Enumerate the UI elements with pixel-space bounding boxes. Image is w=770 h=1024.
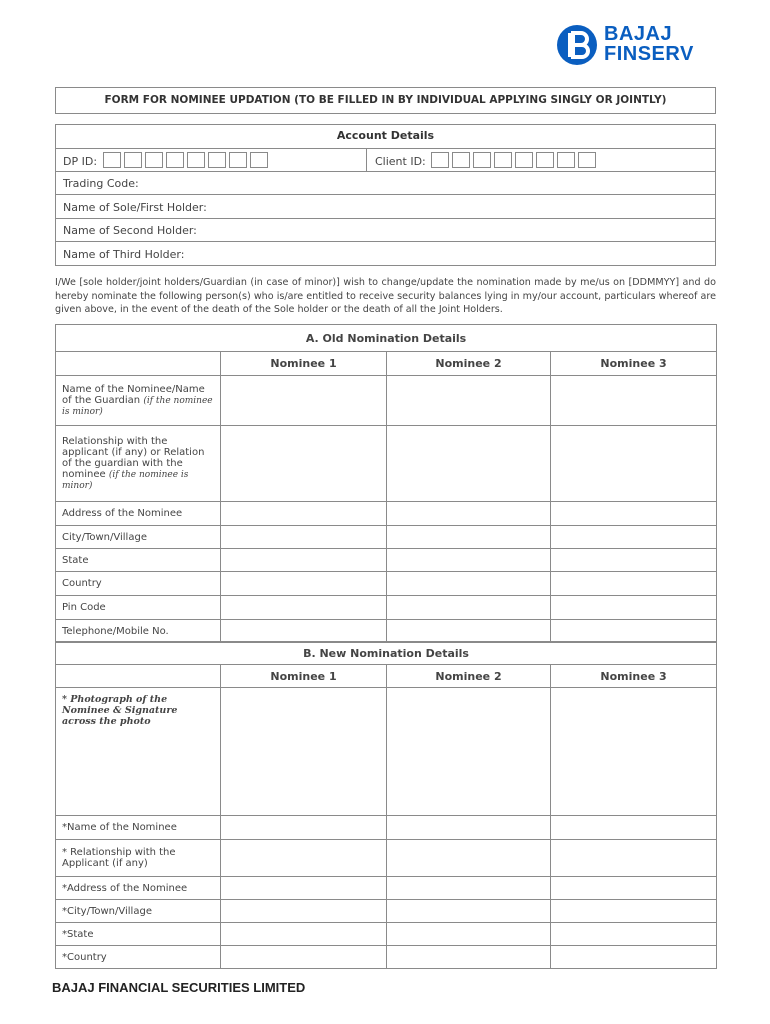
new-header-blank (56, 665, 221, 688)
old-phone-n1-cell[interactable] (221, 620, 387, 643)
old-phone-n3-cell[interactable] (551, 620, 717, 643)
new-name-n3-cell[interactable] (551, 816, 717, 840)
old-name-label-text: Name of the Nominee/Name of the Guardian (62, 384, 205, 406)
new-nominee-1-header: Nominee 1 (221, 665, 387, 688)
old-relation-n3-cell[interactable] (551, 426, 717, 502)
old-address-label: Address of the Nominee (56, 502, 221, 526)
second-holder-label: Name of Second Holder: (63, 224, 197, 237)
old-relation-label-text: Relationship with the applicant (if any) or Relation of the guardian with the nominee (62, 436, 205, 480)
old-pincode-n1-cell[interactable] (221, 596, 387, 620)
old-header-blank (56, 352, 221, 376)
new-address-n3-cell[interactable] (551, 877, 717, 900)
old-city-n1-cell[interactable] (221, 526, 387, 549)
old-pincode-label: Pin Code (56, 596, 221, 620)
new-address-n1-cell[interactable] (221, 877, 387, 900)
new-name-n1-cell[interactable] (221, 816, 387, 840)
new-city-n3-cell[interactable] (551, 900, 717, 923)
old-state-label: State (56, 549, 221, 572)
old-relation-note: (if the nominee is minor) (62, 470, 189, 491)
new-state-label: *State (56, 923, 221, 946)
old-phone-n2-cell[interactable] (387, 620, 551, 643)
old-state-n1-cell[interactable] (221, 549, 387, 572)
old-nomination-header: A. Old Nomination Details (56, 325, 717, 352)
new-relation-label: * Relationship with the Applicant (if any) (56, 840, 221, 877)
old-country-n1-cell[interactable] (221, 572, 387, 596)
third-holder-field[interactable] (56, 241, 715, 267)
old-state-n2-cell[interactable] (387, 549, 551, 572)
client-id-field[interactable] (431, 152, 599, 168)
new-relation-n2-cell[interactable] (387, 840, 551, 877)
old-country-n2-cell[interactable] (387, 572, 551, 596)
new-city-n2-cell[interactable] (387, 900, 551, 923)
id-row-divider (366, 149, 367, 172)
old-name-n3-cell[interactable] (551, 376, 717, 426)
form-title: FORM FOR NOMINEE UPDATION (TO BE FILLED IN BY INDIVIDUAL APPLYING SINGLY OR JOINTLY) (55, 87, 716, 114)
new-nominee-2-header: Nominee 2 (387, 665, 551, 688)
new-city-n1-cell[interactable] (221, 900, 387, 923)
new-nomination-header: B. New Nomination Details (56, 642, 717, 665)
logo-line2: FINSERV (604, 43, 694, 65)
old-name-note: (if the nominee is minor) (62, 396, 213, 417)
trading-code-field[interactable] (56, 171, 715, 195)
logo-wordmark (604, 24, 694, 64)
old-nominee-3-header: Nominee 3 (551, 352, 717, 376)
dp-id-label: DP ID: (63, 155, 98, 168)
company-footer: BAJAJ FINANCIAL SECURITIES LIMITED (52, 980, 306, 995)
new-photo-label-text: * Photograph of the Nominee & Signature across the photo (62, 694, 178, 727)
old-country-label: Country (56, 572, 221, 596)
new-nomination-table (55, 641, 717, 969)
new-address-n2-cell[interactable] (387, 877, 551, 900)
old-name-n2-cell[interactable] (387, 376, 551, 426)
new-country-n2-cell[interactable] (387, 946, 551, 969)
first-holder-label: Name of Sole/First Holder: (63, 201, 207, 214)
old-relation-n1-cell[interactable] (221, 426, 387, 502)
old-name-label (56, 376, 221, 426)
client-id-label: Client ID: (375, 155, 426, 168)
trading-code-label: Trading Code: (63, 177, 139, 190)
old-pincode-n3-cell[interactable] (551, 596, 717, 620)
old-phone-label: Telephone/Mobile No. (56, 620, 221, 643)
new-country-label: *Country (56, 946, 221, 969)
declaration-text: I/We [sole holder/joint holders/Guardian (in case of minor)] wish to change/update the nomination made by me/us on [DDMMYY] and do hereby nominate the following person(s) who is/are entitled to receive security balances lying in my/our account, particulars whereof are given above, in the event of the death of the Sole holder or the death of all the Joint Holders. (55, 277, 716, 315)
first-holder-field[interactable] (56, 194, 715, 218)
old-relation-label (56, 426, 221, 502)
new-name-n2-cell[interactable] (387, 816, 551, 840)
logo-line1: BAJAJ (604, 23, 673, 45)
new-city-label: *City/Town/Village (56, 900, 221, 923)
old-city-n2-cell[interactable] (387, 526, 551, 549)
new-photo-n2-cell[interactable] (387, 688, 551, 816)
old-name-n1-cell[interactable] (221, 376, 387, 426)
old-city-label: City/Town/Village (56, 526, 221, 549)
new-name-label: *Name of the Nominee (56, 816, 221, 840)
new-photo-n3-cell[interactable] (551, 688, 717, 816)
second-holder-field[interactable] (56, 218, 715, 242)
old-relation-n2-cell[interactable] (387, 426, 551, 502)
new-photo-n1-cell[interactable] (221, 688, 387, 816)
id-row (56, 148, 715, 172)
account-details-header: Account Details (336, 129, 435, 142)
dp-id-field[interactable] (103, 152, 271, 168)
new-relation-n3-cell[interactable] (551, 840, 717, 877)
old-state-n3-cell[interactable] (551, 549, 717, 572)
new-country-n3-cell[interactable] (551, 946, 717, 969)
old-address-n2-cell[interactable] (387, 502, 551, 526)
old-nominee-1-header: Nominee 1 (221, 352, 387, 376)
new-country-n1-cell[interactable] (221, 946, 387, 969)
bajaj-logo-icon (556, 24, 598, 66)
third-holder-label: Name of Third Holder: (63, 248, 185, 261)
new-state-n2-cell[interactable] (387, 923, 551, 946)
new-nominee-3-header: Nominee 3 (551, 665, 717, 688)
new-address-label: *Address of the Nominee (56, 877, 221, 900)
new-state-n1-cell[interactable] (221, 923, 387, 946)
new-photo-label (56, 688, 221, 816)
old-city-n3-cell[interactable] (551, 526, 717, 549)
new-relation-n1-cell[interactable] (221, 840, 387, 877)
new-state-n3-cell[interactable] (551, 923, 717, 946)
old-nominee-2-header: Nominee 2 (387, 352, 551, 376)
old-pincode-n2-cell[interactable] (387, 596, 551, 620)
old-nomination-table (55, 324, 717, 643)
old-address-n1-cell[interactable] (221, 502, 387, 526)
old-address-n3-cell[interactable] (551, 502, 717, 526)
old-country-n3-cell[interactable] (551, 572, 717, 596)
account-details-section (55, 124, 716, 266)
